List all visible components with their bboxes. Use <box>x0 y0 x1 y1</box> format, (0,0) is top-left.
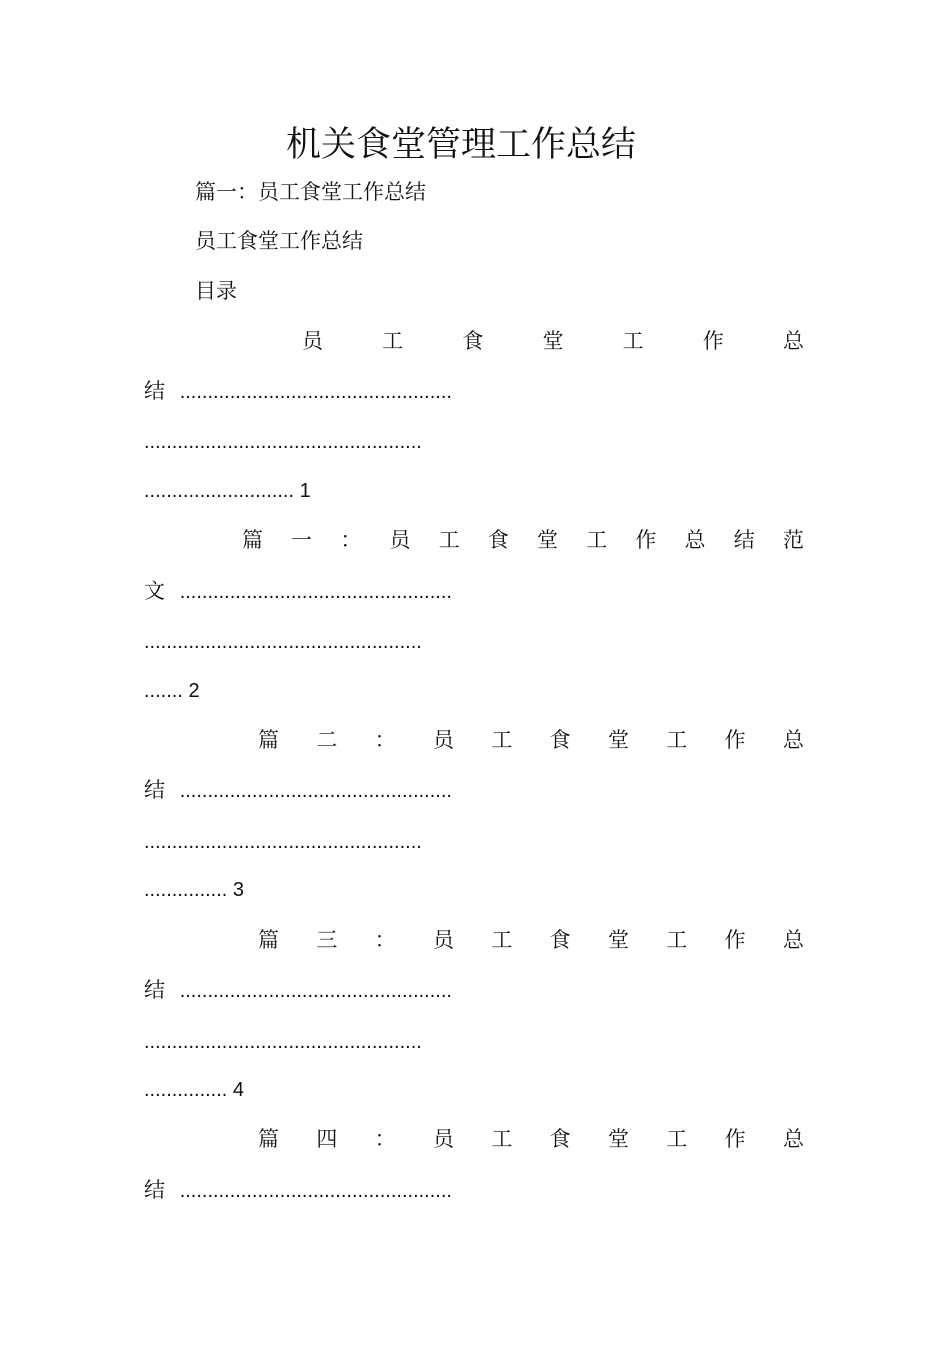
toc-char: 作 <box>724 1127 746 1151</box>
toc-char: 总 <box>684 528 706 552</box>
toc-char: 作 <box>724 928 746 952</box>
toc-leader-dots: ................................................. <box>179 1180 452 1202</box>
toc-char: 总 <box>782 1127 804 1151</box>
toc-char: 作 <box>635 528 657 552</box>
toc-char: 篇 <box>242 528 263 552</box>
toc-char: 工 <box>491 728 513 752</box>
toc-char: 食 <box>549 928 571 952</box>
toc-char: 工 <box>666 928 688 952</box>
toc-label: 目录 <box>195 279 237 303</box>
toc-char: 堂 <box>607 728 629 752</box>
toc-leader-dots: .................................................. <box>144 631 422 653</box>
toc-char: 堂 <box>542 329 564 353</box>
toc-char: ： <box>340 528 362 552</box>
toc-entry-line <box>144 581 452 602</box>
toc-char: 四 <box>316 1127 338 1151</box>
toc-char: 工 <box>491 1127 513 1151</box>
toc-page-number: ....... 2 <box>144 680 200 702</box>
toc-entry-heading <box>302 331 804 352</box>
toc-char: 食 <box>462 329 484 353</box>
toc-char: 工 <box>622 329 644 353</box>
toc-char: 食 <box>487 528 509 552</box>
toc-entry-line <box>144 980 452 1001</box>
toc-entry-line <box>144 780 452 801</box>
toc-char: 员 <box>432 728 454 752</box>
toc-char: 三 <box>316 928 338 952</box>
toc-char: 工 <box>586 528 608 552</box>
toc-page-number: ............... 3 <box>144 879 245 901</box>
toc-char: 员 <box>389 528 411 552</box>
toc-char: 工 <box>382 329 404 353</box>
toc-leader-dots: ................................................. <box>179 381 452 403</box>
toc-char: 结 <box>733 528 755 552</box>
toc-char: 二 <box>316 728 338 752</box>
toc-entry-heading <box>242 530 804 551</box>
toc-page-number: ............... 4 <box>144 1079 245 1101</box>
toc-char: 堂 <box>607 928 629 952</box>
toc-char: 工 <box>491 928 513 952</box>
toc-char: 员 <box>432 1127 454 1151</box>
toc-char: 范 <box>782 528 804 552</box>
toc-char: 食 <box>549 1127 571 1151</box>
toc-char: 结 <box>144 1178 165 1202</box>
toc-entry-line <box>144 381 452 402</box>
toc-char: 堂 <box>537 528 559 552</box>
toc-char: 作 <box>702 329 724 353</box>
toc-char: 结 <box>144 379 165 403</box>
toc-char: 员 <box>432 928 454 952</box>
subtitle: 篇一：员工食堂工作总结 <box>195 180 426 204</box>
toc-char: ： <box>374 1127 396 1151</box>
toc-char: 结 <box>144 778 165 802</box>
toc-char: 总 <box>782 928 804 952</box>
toc-char: 篇 <box>258 728 279 752</box>
toc-page-number: ........................... 1 <box>144 480 311 502</box>
toc-entry-heading <box>258 1129 804 1150</box>
toc-char: 总 <box>782 329 804 353</box>
toc-char: 工 <box>438 528 460 552</box>
toc-leader-dots: ................................................. <box>179 780 452 802</box>
toc-char: 工 <box>666 728 688 752</box>
toc-char: 作 <box>724 728 746 752</box>
toc-entry-line <box>144 1180 452 1201</box>
toc-char: 一 <box>291 528 313 552</box>
toc-entry-heading <box>258 730 804 751</box>
page-title: 机关食堂管理工作总结 <box>285 125 636 165</box>
toc-char: 食 <box>549 728 571 752</box>
toc-leader-dots: ................................................. <box>179 980 452 1002</box>
section-heading: 员工食堂工作总结 <box>195 229 363 253</box>
toc-leader-dots: .................................................. <box>144 831 422 853</box>
toc-leader-dots: .................................................. <box>144 1031 422 1053</box>
toc-char: 员 <box>302 329 323 353</box>
toc-char: 工 <box>666 1127 688 1151</box>
toc-leader-dots: .................................................. <box>144 431 422 453</box>
toc-char: 结 <box>144 978 165 1002</box>
toc-char: 总 <box>782 728 804 752</box>
toc-char: ： <box>374 728 396 752</box>
toc-char: 文 <box>144 579 165 603</box>
toc-char: 篇 <box>258 928 279 952</box>
toc-char: 堂 <box>607 1127 629 1151</box>
toc-leader-dots: ................................................. <box>179 581 452 603</box>
toc-char: 篇 <box>258 1127 279 1151</box>
toc-entry-heading <box>258 930 804 951</box>
toc-char: ： <box>374 928 396 952</box>
